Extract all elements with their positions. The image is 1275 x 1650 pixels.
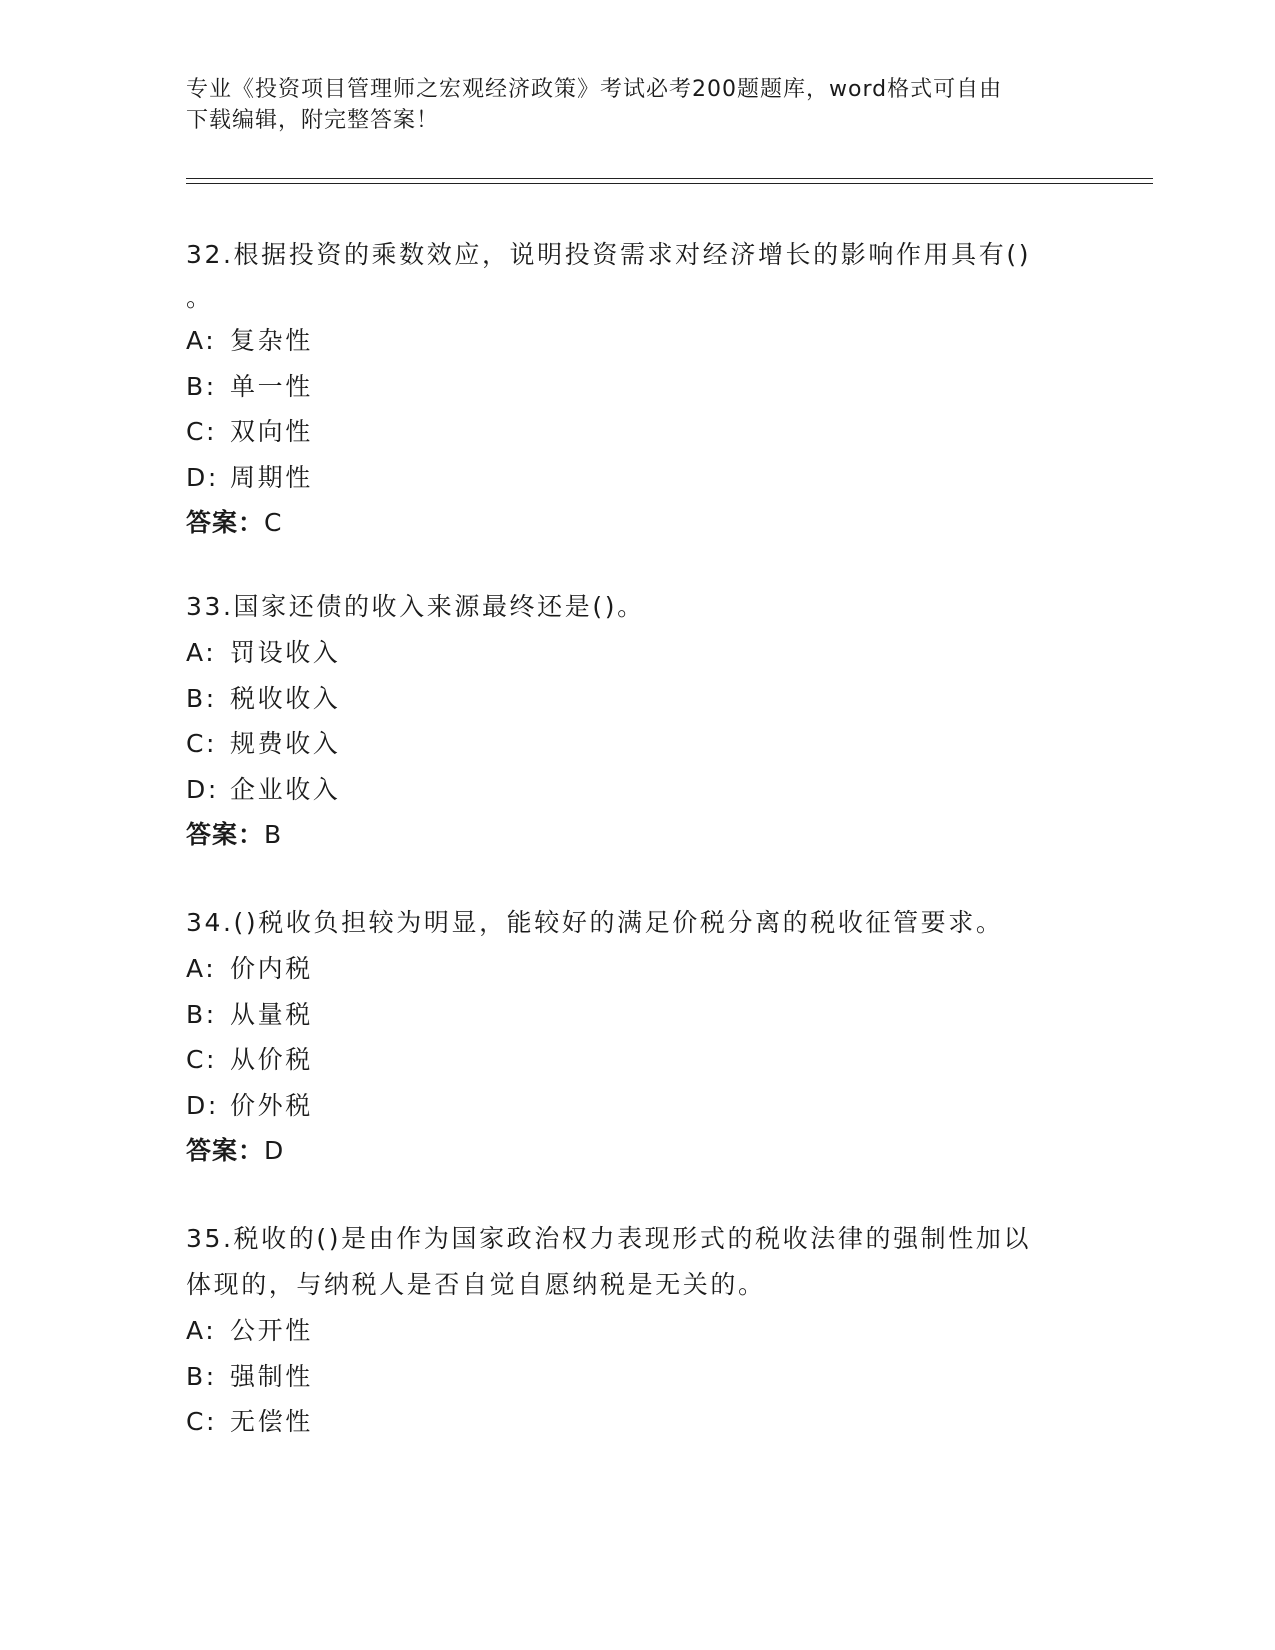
- option-b: B: 强制性: [186, 1361, 313, 1391]
- option-d: D: 周期性: [186, 462, 313, 492]
- header-line-2: 下载编辑，附完整答案！: [186, 108, 440, 133]
- header-line-1: 专业《投资项目管理师之宏观经济政策》考试必考200题题库，word格式可自由: [186, 77, 1003, 102]
- header-divider-top: [186, 178, 1153, 179]
- question-stem: 32.根据投资的乘数效应，说明投资需求对经济增长的影响作用具有(): [186, 240, 1032, 269]
- option-c: C: 无偿性: [186, 1407, 313, 1436]
- option-c: C: 双向性: [186, 417, 313, 446]
- answer: 答案：C: [186, 508, 283, 537]
- question-stem-continued: 体现的，与纳税人是否自觉自愿纳税是无关的。: [186, 1270, 766, 1299]
- question-35: [186, 1216, 1086, 1445]
- option-b: B: 从量税: [186, 999, 313, 1029]
- option-d: D: 价外税: [186, 1090, 313, 1120]
- answer: 答案：B: [186, 820, 283, 849]
- option-b: B: 单一性: [186, 371, 313, 401]
- option-c: C: 规费收入: [186, 729, 341, 758]
- document-header: [186, 74, 1086, 136]
- question-32: [186, 232, 1086, 546]
- option-a: A: 罚设收入: [186, 638, 341, 667]
- question-34: [186, 900, 1086, 1174]
- option-d: D: 企业收入: [186, 774, 341, 804]
- question-stem: 35.税收的()是由作为国家政治权力表现形式的税收法律的强制性加以: [186, 1224, 1032, 1253]
- option-a: A: 公开性: [186, 1316, 313, 1345]
- question-stem-continued: 。: [186, 283, 214, 312]
- option-b: B: 税收收入: [186, 683, 341, 713]
- option-a: A: 价内税: [186, 954, 313, 983]
- question-stem: 34.()税收负担较为明显，能较好的满足价税分离的税收征管要求。: [186, 908, 1004, 937]
- answer: 答案：D: [186, 1136, 285, 1165]
- question-stem: 33.国家还债的收入来源最终还是()。: [186, 592, 645, 621]
- option-a: A: 复杂性: [186, 326, 313, 355]
- option-c: C: 从价税: [186, 1045, 313, 1074]
- header-divider-bottom: [186, 183, 1153, 184]
- question-33: [186, 584, 1086, 858]
